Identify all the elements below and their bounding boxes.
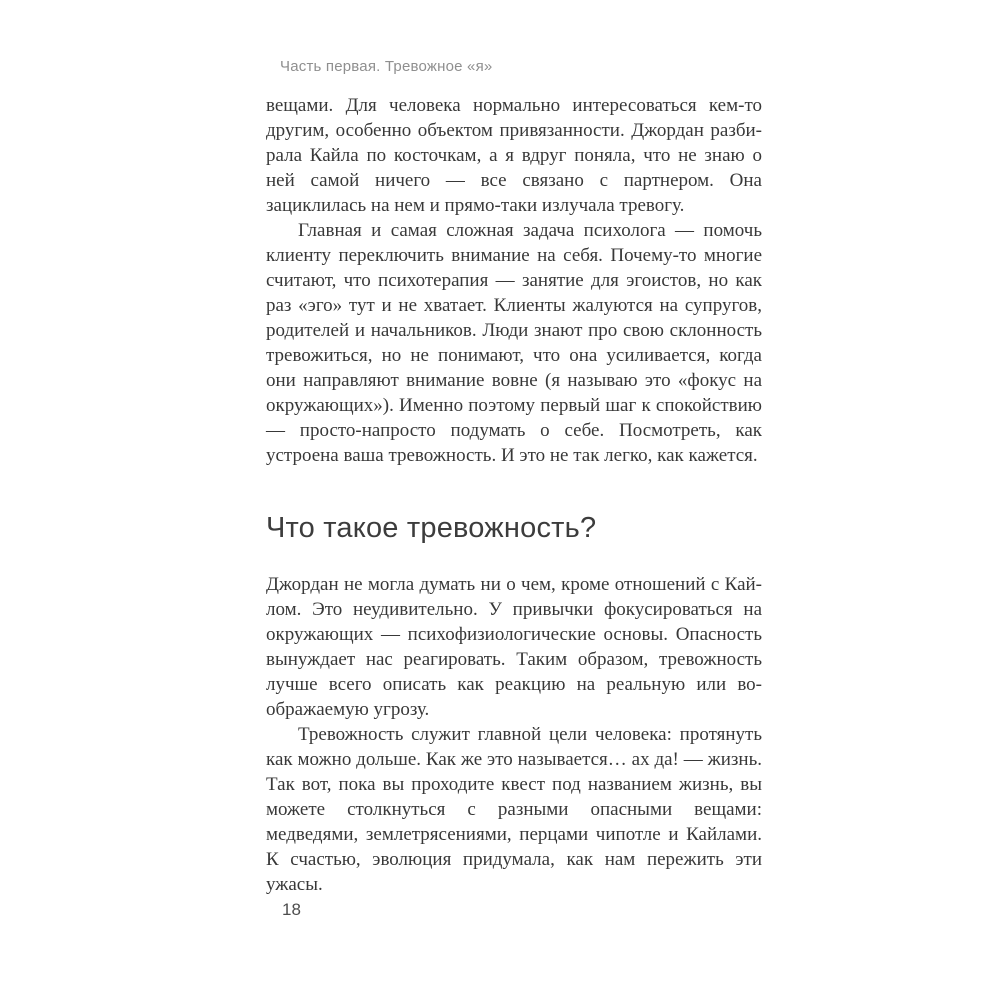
body-text-before-heading: [266, 93, 762, 468]
section-heading: Что такое тревожность?: [266, 512, 597, 544]
paragraph: вещами. Для человека нормально интересоваться кем-то другим, особенно объектом привязанности. Джордан разбирала Кайла по косточкам, а я вдруг поняла, что не знаю о ней самой ничего — все связано с партнером. Она зациклилась на нем и прямо-таки излучала тревогу.: [266, 95, 762, 216]
body-text-after-heading: [266, 572, 762, 897]
paragraph: Джордан не могла думать ни о чем, кроме отношений с Кайлом. Это неудивительно. У привычки фокусироваться на окружающих — психофизиологические основы. Опасность вынуждает нас реагировать. Таким образом, тревожность лучше всего описать как реакцию на реальную или воображаемую угрозу.: [266, 574, 762, 720]
running-head: Часть первая. Тревожное «я»: [280, 58, 493, 75]
paragraph: Главная и самая сложная задача психолога — помочь клиенту переключить внимание на себя. Почему-то многие считают, что психотерапия — занятие для эгоистов, но как раз «эго» тут и не хватает. Клиенты жалуются на супругов, родителей и начальников. Люди знают про свою склонность тревожиться, но не понимают, что она усиливается, когда они направляют внимание вовне (я называю это «фокус на окружающих»). Именно поэтому первый шаг к спокойствию — просто-напросто подумать о себе. Посмотреть, как устроена ваша тревожность. И это не так легко, как кажется.: [266, 220, 762, 466]
paragraph: Тревожность служит главной цели человека: протянуть как можно дольше. Как же это называется… ах да! — жизнь. Так вот, пока вы проходите квест под названием жизнь, вы можете столкнуться с разными опасными вещами: медведями, землетрясениями, перцами чипотле и Кайлами. К счастью, эволюция придумала, как нам пережить эти ужасы.: [266, 724, 762, 895]
page-number: 18: [282, 900, 301, 919]
